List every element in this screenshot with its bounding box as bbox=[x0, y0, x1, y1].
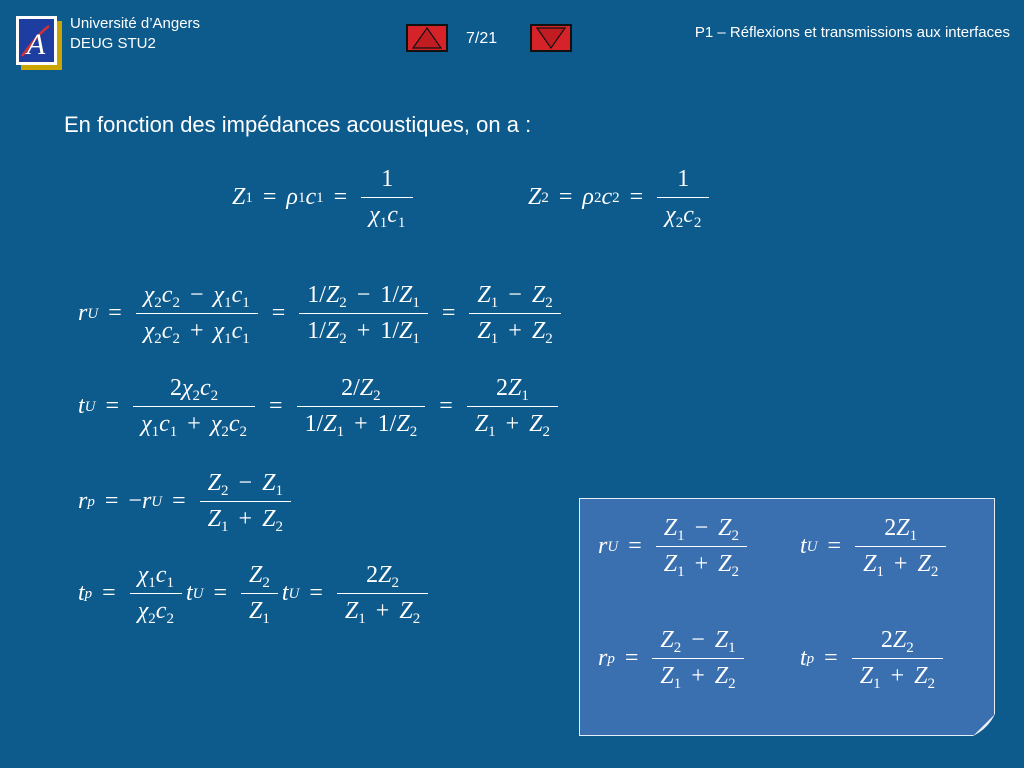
equation-z1: Z 1 = ρ 1 c 1 = $\frac{1}{\chi_1c_1}$ bbox=[232, 166, 417, 229]
logo-letter: A bbox=[26, 28, 46, 61]
university-logo bbox=[16, 16, 62, 70]
triangle-down-icon bbox=[532, 26, 570, 50]
summary-t-p: t p = $\frac{2Z_2}{Z_1 + Z_2}$ bbox=[800, 627, 947, 690]
summary-t-u: t U = $\frac{2Z_1}{Z_1 + Z_2}$ bbox=[800, 515, 950, 578]
equation-t-p: t p = $\frac{\chi_1c_1}{\chi_2c_2}$ t U = $\frac{Z_2}{Z_1}$ t U = $\frac{2Z_2}{Z_1 + Z_2}$ bbox=[78, 562, 432, 625]
summary-box bbox=[579, 498, 995, 736]
equation-t-u: t U = $\frac{2\chi_2c_2}{\chi_1c_1 + \chi_2c_2}$ = $\frac{2/Z_2}{1/Z_1 + 1/Z_2}$ = $\frac{2Z_1}{Z_1 + Z_2}$ bbox=[78, 375, 562, 438]
equation-z2: Z 2 = ρ 2 c 2 = $\frac{1}{\chi_2c_2}$ bbox=[528, 166, 713, 229]
university-block bbox=[70, 14, 200, 54]
previous-slide-button[interactable] bbox=[406, 24, 448, 52]
summary-r-p: r p = $\frac{Z_2 - Z_1}{Z_1 + Z_2}$ bbox=[598, 627, 748, 690]
summary-r-u: r U = $\frac{Z_1 - Z_2}{Z_1 + Z_2}$ bbox=[598, 515, 751, 578]
equation-r-p: r p = − r U = $\frac{Z_2 - Z_1}{Z_1 + Z_2}$ bbox=[78, 470, 295, 533]
equation-r-u: r U = $\frac{\chi_2c_2 - \chi_1c_1}{\chi_2c_2 + \chi_1c_1}$ = $\frac{1/Z_2 - 1/Z_1}{1/Z_2 + 1/Z_1}$ = $\frac{Z_1 - Z_2}{Z_1 + Z_2}$ bbox=[78, 282, 565, 345]
intro-text: En fonction des impédances acoustiques, on a : bbox=[64, 112, 532, 137]
program-name: DEUG STU2 bbox=[70, 35, 156, 52]
university-name: Université d’Angers bbox=[70, 15, 201, 32]
page-number: 7/21 bbox=[466, 30, 498, 47]
triangle-up-icon bbox=[408, 26, 446, 50]
next-slide-button[interactable] bbox=[530, 24, 572, 52]
page-curl-icon bbox=[973, 714, 995, 736]
course-title: P1 – Réflexions et transmissions aux interfaces bbox=[694, 24, 1010, 41]
